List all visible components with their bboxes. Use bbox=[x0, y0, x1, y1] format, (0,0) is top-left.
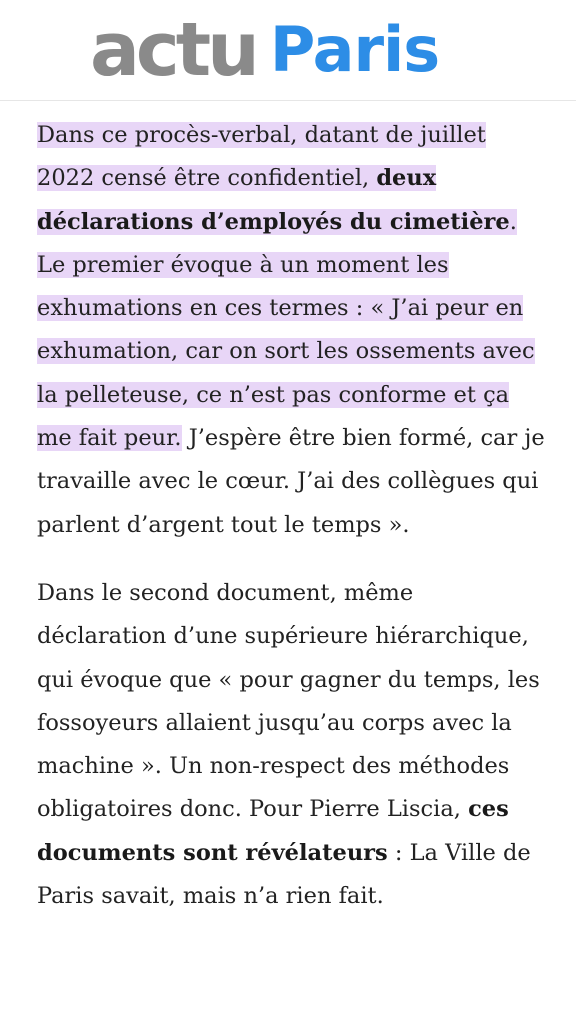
paragraph-text: J’espère être bien formé, car je travaille avec le cœur. J’ai des collègues qui parlent d’argent tout le temps ». bbox=[37, 425, 545, 538]
highlighted-text: Dans ce procès-verbal, datant de juillet 2022 censé être confidentiel, bbox=[37, 122, 486, 192]
bold-text: ces documents sont révélateurs bbox=[37, 796, 509, 866]
site-header bbox=[0, 0, 576, 101]
paragraph-text: Dans le second document, même déclaration d’une supérieure hiérarchique, qui évoque que « pour gagner du temps, les fossoyeurs allaient jusqu’au corps avec la machine ». Un non-respect des méthodes obligatoires donc. Pour Pierre Liscia, bbox=[37, 579, 540, 823]
article-body bbox=[37, 114, 547, 918]
article-paragraph-2 bbox=[37, 572, 547, 918]
actu-paris-logo[interactable] bbox=[90, 2, 439, 98]
logo-brand-text: actu bbox=[90, 7, 256, 93]
paragraph-text: : La Ville de Paris savait, mais n’a rien fait. bbox=[37, 839, 531, 910]
article-paragraph-1 bbox=[37, 114, 547, 547]
highlighted-bold-text: deux déclarations d’employés du cimetière bbox=[37, 165, 510, 235]
logo-city-text: Paris bbox=[269, 13, 440, 86]
highlighted-quote: . Le premier évoque à un moment les exhumations en ces termes : « J’ai peur en exhumation, car on sort les ossements avec la pelleteuse, ce n’est pas conforme et ça me fait peur. bbox=[37, 208, 535, 452]
